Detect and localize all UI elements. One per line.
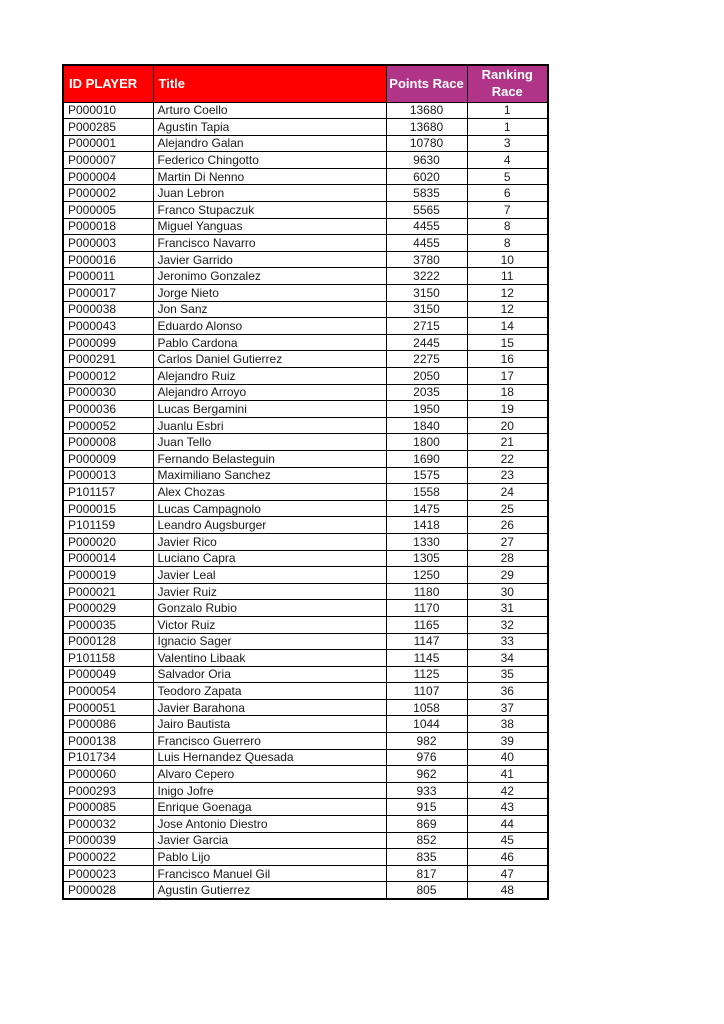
points-cell: 3780 xyxy=(386,251,467,268)
player-id-cell: P000001 xyxy=(63,135,153,152)
ranking-cell: 11 xyxy=(467,268,548,285)
ranking-cell: 12 xyxy=(467,285,548,302)
player-id-cell: P000036 xyxy=(63,401,153,418)
points-cell: 1107 xyxy=(386,683,467,700)
points-cell: 1950 xyxy=(386,401,467,418)
player-id-cell: P000008 xyxy=(63,434,153,451)
points-cell: 933 xyxy=(386,782,467,799)
player-name-cell: Jeronimo Gonzalez xyxy=(153,268,386,285)
ranking-cell: 7 xyxy=(467,202,548,219)
player-name-cell: Lucas Campagnolo xyxy=(153,500,386,517)
ranking-cell: 1 xyxy=(467,102,548,119)
player-id-cell: P000293 xyxy=(63,782,153,799)
table-row xyxy=(63,368,548,385)
table-row xyxy=(63,450,548,467)
table-row xyxy=(63,434,548,451)
points-cell: 1575 xyxy=(386,467,467,484)
ranking-cell: 34 xyxy=(467,650,548,667)
table-row xyxy=(63,384,548,401)
player-name-cell: Francisco Navarro xyxy=(153,235,386,252)
ranking-cell: 8 xyxy=(467,235,548,252)
player-id-cell: P000285 xyxy=(63,119,153,136)
table-row xyxy=(63,251,548,268)
table-row xyxy=(63,683,548,700)
player-name-cell: Fernando Belasteguin xyxy=(153,450,386,467)
table-row xyxy=(63,235,548,252)
table-row xyxy=(63,832,548,849)
points-cell: 1690 xyxy=(386,450,467,467)
table-row xyxy=(63,484,548,501)
table-header xyxy=(63,65,548,102)
player-id-cell: P101159 xyxy=(63,517,153,534)
table-row xyxy=(63,533,548,550)
table-row xyxy=(63,633,548,650)
player-id-cell: P000020 xyxy=(63,533,153,550)
table-row xyxy=(63,766,548,783)
player-id-cell: P000028 xyxy=(63,882,153,899)
player-id-cell: P101734 xyxy=(63,749,153,766)
table-row xyxy=(63,782,548,799)
ranking-cell: 32 xyxy=(467,616,548,633)
points-cell: 1558 xyxy=(386,484,467,501)
table-row xyxy=(63,301,548,318)
player-id-cell: P000017 xyxy=(63,285,153,302)
ranking-cell: 19 xyxy=(467,401,548,418)
ranking-cell: 21 xyxy=(467,434,548,451)
ranking-cell: 14 xyxy=(467,318,548,335)
player-id-cell: P101157 xyxy=(63,484,153,501)
points-cell: 3150 xyxy=(386,285,467,302)
player-name-cell: Jorge Nieto xyxy=(153,285,386,302)
player-id-cell: P000060 xyxy=(63,766,153,783)
player-id-cell: P000085 xyxy=(63,799,153,816)
player-name-cell: Agustin Tapia xyxy=(153,119,386,136)
table-row xyxy=(63,168,548,185)
table-row xyxy=(63,749,548,766)
points-cell: 1145 xyxy=(386,650,467,667)
player-id-cell: P000038 xyxy=(63,301,153,318)
points-cell: 13680 xyxy=(386,102,467,119)
player-id-cell: P000019 xyxy=(63,567,153,584)
table-row xyxy=(63,318,548,335)
table-row xyxy=(63,135,548,152)
player-name-cell: Federico Chingotto xyxy=(153,152,386,169)
table-row xyxy=(63,567,548,584)
points-cell: 852 xyxy=(386,832,467,849)
table-row xyxy=(63,202,548,219)
player-name-cell: Lucas Bergamini xyxy=(153,401,386,418)
player-id-cell: P000010 xyxy=(63,102,153,119)
ranking-cell: 18 xyxy=(467,384,548,401)
table-row xyxy=(63,550,548,567)
points-cell: 1840 xyxy=(386,417,467,434)
points-cell: 1044 xyxy=(386,716,467,733)
ranking-cell: 31 xyxy=(467,600,548,617)
player-name-cell: Teodoro Zapata xyxy=(153,683,386,700)
player-id-cell: P000086 xyxy=(63,716,153,733)
table-row xyxy=(63,401,548,418)
player-name-cell: Alex Chozas xyxy=(153,484,386,501)
table-row xyxy=(63,583,548,600)
table-row xyxy=(63,616,548,633)
points-cell: 5835 xyxy=(386,185,467,202)
player-id-cell: P000023 xyxy=(63,865,153,882)
ranking-cell: 22 xyxy=(467,450,548,467)
player-id-cell: P000021 xyxy=(63,583,153,600)
points-cell: 2445 xyxy=(386,334,467,351)
player-id-cell: P000013 xyxy=(63,467,153,484)
table-row xyxy=(63,500,548,517)
ranking-cell: 37 xyxy=(467,699,548,716)
points-cell: 1418 xyxy=(386,517,467,534)
column-header-id-player: ID PLAYER xyxy=(63,65,153,102)
player-name-cell: Jon Sanz xyxy=(153,301,386,318)
player-id-cell: P000032 xyxy=(63,816,153,833)
player-name-cell: Salvador Oria xyxy=(153,666,386,683)
header-row xyxy=(63,65,548,102)
player-name-cell: Luciano Capra xyxy=(153,550,386,567)
points-cell: 10780 xyxy=(386,135,467,152)
player-name-cell: Pablo Cardona xyxy=(153,334,386,351)
player-id-cell: P000002 xyxy=(63,185,153,202)
ranking-cell: 24 xyxy=(467,484,548,501)
player-name-cell: Alejandro Arroyo xyxy=(153,384,386,401)
player-name-cell: Valentino Libaak xyxy=(153,650,386,667)
player-name-cell: Maximiliano Sanchez xyxy=(153,467,386,484)
player-id-cell: P000004 xyxy=(63,168,153,185)
ranking-cell: 16 xyxy=(467,351,548,368)
table-row xyxy=(63,666,548,683)
ranking-cell: 1 xyxy=(467,119,548,136)
player-name-cell: Miguel Yanguas xyxy=(153,218,386,235)
player-name-cell: Alejandro Ruiz xyxy=(153,368,386,385)
points-cell: 817 xyxy=(386,865,467,882)
player-id-cell: P000043 xyxy=(63,318,153,335)
ranking-cell: 6 xyxy=(467,185,548,202)
table-row xyxy=(63,517,548,534)
player-name-cell: Inigo Jofre xyxy=(153,782,386,799)
points-cell: 1330 xyxy=(386,533,467,550)
player-table-body xyxy=(63,102,548,899)
player-id-cell: P000099 xyxy=(63,334,153,351)
player-id-cell: P000039 xyxy=(63,832,153,849)
player-id-cell: P000003 xyxy=(63,235,153,252)
player-name-cell: Enrique Goenaga xyxy=(153,799,386,816)
column-header-title: Title xyxy=(153,65,386,102)
ranking-cell: 40 xyxy=(467,749,548,766)
ranking-cell: 41 xyxy=(467,766,548,783)
ranking-cell: 30 xyxy=(467,583,548,600)
player-id-cell: P000016 xyxy=(63,251,153,268)
points-cell: 2715 xyxy=(386,318,467,335)
player-id-cell: P000012 xyxy=(63,368,153,385)
points-cell: 9630 xyxy=(386,152,467,169)
ranking-cell: 26 xyxy=(467,517,548,534)
player-name-cell: Juanlu Esbri xyxy=(153,417,386,434)
ranking-cell: 10 xyxy=(467,251,548,268)
points-cell: 835 xyxy=(386,849,467,866)
ranking-cell: 29 xyxy=(467,567,548,584)
player-id-cell: P000138 xyxy=(63,733,153,750)
player-name-cell: Javier Barahona xyxy=(153,699,386,716)
points-cell: 4455 xyxy=(386,218,467,235)
points-cell: 3150 xyxy=(386,301,467,318)
player-id-cell: P000018 xyxy=(63,218,153,235)
player-name-cell: Javier Ruiz xyxy=(153,583,386,600)
points-cell: 1800 xyxy=(386,434,467,451)
table-row xyxy=(63,816,548,833)
points-cell: 1147 xyxy=(386,633,467,650)
table-row xyxy=(63,882,548,899)
player-name-cell: Javier Leal xyxy=(153,567,386,584)
player-id-cell: P000030 xyxy=(63,384,153,401)
table-row xyxy=(63,716,548,733)
table-row xyxy=(63,119,548,136)
ranking-cell: 20 xyxy=(467,417,548,434)
ranking-cell: 33 xyxy=(467,633,548,650)
player-name-cell: Alejandro Galan xyxy=(153,135,386,152)
ranking-cell: 4 xyxy=(467,152,548,169)
player-id-cell: P000005 xyxy=(63,202,153,219)
ranking-cell: 44 xyxy=(467,816,548,833)
points-cell: 1250 xyxy=(386,567,467,584)
player-id-cell: P000049 xyxy=(63,666,153,683)
ranking-cell: 39 xyxy=(467,733,548,750)
player-name-cell: Carlos Daniel Gutierrez xyxy=(153,351,386,368)
table-row xyxy=(63,865,548,882)
points-cell: 1125 xyxy=(386,666,467,683)
ranking-cell: 35 xyxy=(467,666,548,683)
player-name-cell: Juan Lebron xyxy=(153,185,386,202)
points-cell: 2275 xyxy=(386,351,467,368)
points-cell: 1305 xyxy=(386,550,467,567)
player-name-cell: Francisco Guerrero xyxy=(153,733,386,750)
player-name-cell: Javier Rico xyxy=(153,533,386,550)
player-id-cell: P000011 xyxy=(63,268,153,285)
points-cell: 13680 xyxy=(386,119,467,136)
points-cell: 6020 xyxy=(386,168,467,185)
ranking-cell: 48 xyxy=(467,882,548,899)
player-id-cell: P000051 xyxy=(63,699,153,716)
ranking-cell: 25 xyxy=(467,500,548,517)
table-row xyxy=(63,334,548,351)
player-name-cell: Jose Antonio Diestro xyxy=(153,816,386,833)
points-cell: 1058 xyxy=(386,699,467,716)
player-name-cell: Francisco Manuel Gil xyxy=(153,865,386,882)
ranking-cell: 17 xyxy=(467,368,548,385)
player-id-cell: P101158 xyxy=(63,650,153,667)
ranking-cell: 8 xyxy=(467,218,548,235)
points-cell: 1170 xyxy=(386,600,467,617)
player-id-cell: P000054 xyxy=(63,683,153,700)
player-ranking-table xyxy=(62,64,549,900)
player-name-cell: Eduardo Alonso xyxy=(153,318,386,335)
player-name-cell: Leandro Augsburger xyxy=(153,517,386,534)
ranking-cell: 36 xyxy=(467,683,548,700)
table-row xyxy=(63,600,548,617)
points-cell: 1475 xyxy=(386,500,467,517)
ranking-cell: 46 xyxy=(467,849,548,866)
player-id-cell: P000035 xyxy=(63,616,153,633)
ranking-cell: 45 xyxy=(467,832,548,849)
points-cell: 3222 xyxy=(386,268,467,285)
player-name-cell: Javier Garrido xyxy=(153,251,386,268)
table-row xyxy=(63,152,548,169)
table-row xyxy=(63,799,548,816)
player-name-cell: Juan Tello xyxy=(153,434,386,451)
table-row xyxy=(63,268,548,285)
ranking-cell: 23 xyxy=(467,467,548,484)
player-name-cell: Alvaro Cepero xyxy=(153,766,386,783)
player-name-cell: Luis Hernandez Quesada xyxy=(153,749,386,766)
ranking-cell: 43 xyxy=(467,799,548,816)
player-id-cell: P000007 xyxy=(63,152,153,169)
player-id-cell: P000014 xyxy=(63,550,153,567)
player-name-cell: Ignacio Sager xyxy=(153,633,386,650)
points-cell: 976 xyxy=(386,749,467,766)
table-row xyxy=(63,102,548,119)
ranking-cell: 27 xyxy=(467,533,548,550)
ranking-cell: 47 xyxy=(467,865,548,882)
player-id-cell: P000291 xyxy=(63,351,153,368)
table-row xyxy=(63,285,548,302)
ranking-cell: 42 xyxy=(467,782,548,799)
table-row xyxy=(63,185,548,202)
player-name-cell: Gonzalo Rubio xyxy=(153,600,386,617)
player-id-cell: P000015 xyxy=(63,500,153,517)
column-header-ranking-race: Ranking Race xyxy=(467,65,548,102)
player-name-cell: Pablo Lijo xyxy=(153,849,386,866)
table-row xyxy=(63,849,548,866)
column-header-points-race: Points Race xyxy=(386,65,467,102)
table-row xyxy=(63,699,548,716)
ranking-cell: 15 xyxy=(467,334,548,351)
ranking-cell: 28 xyxy=(467,550,548,567)
ranking-cell: 5 xyxy=(467,168,548,185)
table-row xyxy=(63,650,548,667)
ranking-sheet xyxy=(62,64,549,900)
table-row xyxy=(63,467,548,484)
points-cell: 805 xyxy=(386,882,467,899)
points-cell: 869 xyxy=(386,816,467,833)
player-name-cell: Victor Ruiz xyxy=(153,616,386,633)
table-row xyxy=(63,417,548,434)
player-id-cell: P000052 xyxy=(63,417,153,434)
points-cell: 2050 xyxy=(386,368,467,385)
points-cell: 1165 xyxy=(386,616,467,633)
points-cell: 5565 xyxy=(386,202,467,219)
ranking-cell: 3 xyxy=(467,135,548,152)
points-cell: 962 xyxy=(386,766,467,783)
player-name-cell: Franco Stupaczuk xyxy=(153,202,386,219)
points-cell: 1180 xyxy=(386,583,467,600)
table-row xyxy=(63,351,548,368)
player-name-cell: Jairo Bautista xyxy=(153,716,386,733)
ranking-cell: 38 xyxy=(467,716,548,733)
player-name-cell: Arturo Coello xyxy=(153,102,386,119)
player-id-cell: P000029 xyxy=(63,600,153,617)
player-id-cell: P000009 xyxy=(63,450,153,467)
points-cell: 915 xyxy=(386,799,467,816)
table-row xyxy=(63,733,548,750)
player-name-cell: Martin Di Nenno xyxy=(153,168,386,185)
player-name-cell: Agustin Gutierrez xyxy=(153,882,386,899)
points-cell: 2035 xyxy=(386,384,467,401)
table-row xyxy=(63,218,548,235)
player-id-cell: P000022 xyxy=(63,849,153,866)
player-id-cell: P000128 xyxy=(63,633,153,650)
points-cell: 4455 xyxy=(386,235,467,252)
ranking-cell: 12 xyxy=(467,301,548,318)
player-name-cell: Javier Garcia xyxy=(153,832,386,849)
points-cell: 982 xyxy=(386,733,467,750)
